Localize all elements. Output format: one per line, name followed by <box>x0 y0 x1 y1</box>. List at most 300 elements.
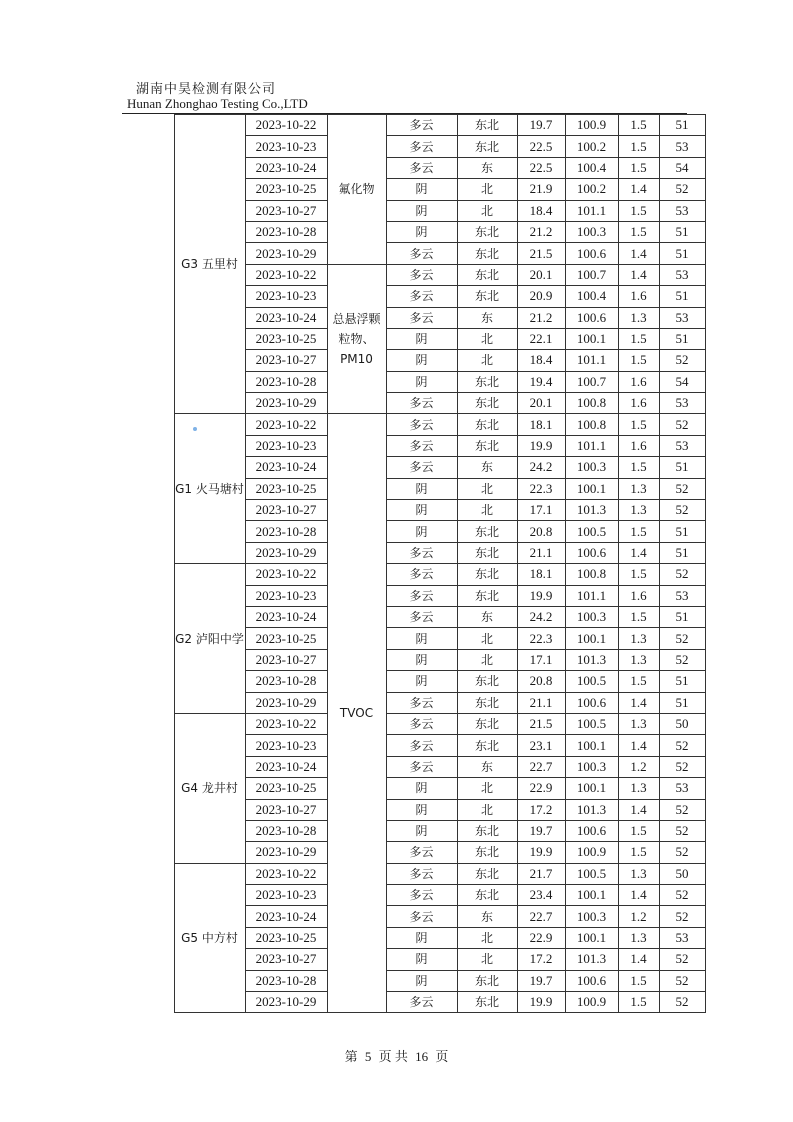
date-cell: 2023-10-25 <box>245 778 327 799</box>
weather-cell: 多云 <box>386 585 457 606</box>
pressure-cell: 100.9 <box>565 992 618 1013</box>
wind-direction-cell: 东北 <box>457 842 517 863</box>
temperature-cell: 17.2 <box>517 949 565 970</box>
wind-speed-cell: 1.3 <box>618 500 659 521</box>
wind-direction-cell: 北 <box>457 927 517 948</box>
humidity-cell: 51 <box>659 243 705 264</box>
company-name-en: Hunan Zhonghao Testing Co.,LTD <box>127 96 308 111</box>
wind-speed-cell: 1.6 <box>618 435 659 456</box>
pressure-cell: 100.3 <box>565 221 618 242</box>
wind-direction-cell: 北 <box>457 628 517 649</box>
weather-cell: 多云 <box>386 286 457 307</box>
weather-cell: 多云 <box>386 713 457 734</box>
weather-cell: 阴 <box>386 778 457 799</box>
table-row <box>122 564 705 585</box>
temperature-cell: 21.1 <box>517 542 565 563</box>
wind-direction-cell: 北 <box>457 328 517 349</box>
wind-direction-cell: 北 <box>457 799 517 820</box>
wind-speed-cell: 1.4 <box>618 264 659 285</box>
date-cell: 2023-10-23 <box>245 286 327 307</box>
weather-cell: 阴 <box>386 179 457 200</box>
date-cell: 2023-10-24 <box>245 906 327 927</box>
date-cell: 2023-10-29 <box>245 842 327 863</box>
temperature-cell: 18.1 <box>517 564 565 585</box>
wind-speed-cell: 1.3 <box>618 927 659 948</box>
pressure-cell: 100.6 <box>565 820 618 841</box>
wind-speed-cell: 1.5 <box>618 414 659 435</box>
weather-cell: 多云 <box>386 243 457 264</box>
humidity-cell: 52 <box>659 414 705 435</box>
wind-direction-cell: 东北 <box>457 221 517 242</box>
wind-direction-cell: 北 <box>457 649 517 670</box>
temperature-cell: 22.5 <box>517 157 565 178</box>
humidity-cell: 51 <box>659 692 705 713</box>
wind-direction-cell: 北 <box>457 179 517 200</box>
wind-direction-cell: 东北 <box>457 115 517 136</box>
footer-prefix: 第 <box>344 1049 358 1064</box>
pressure-cell: 100.6 <box>565 692 618 713</box>
temperature-cell: 22.5 <box>517 136 565 157</box>
wind-direction-cell: 北 <box>457 478 517 499</box>
pressure-cell: 100.4 <box>565 286 618 307</box>
wind-speed-cell: 1.6 <box>618 393 659 414</box>
pressure-cell: 100.3 <box>565 756 618 777</box>
date-cell: 2023-10-23 <box>245 735 327 756</box>
pressure-cell: 100.1 <box>565 885 618 906</box>
site-cell: G1 火马塘村 <box>174 414 245 564</box>
pressure-cell: 100.8 <box>565 564 618 585</box>
humidity-cell: 51 <box>659 221 705 242</box>
weather-cell: 阴 <box>386 328 457 349</box>
monitoring-table <box>122 114 706 1013</box>
weather-cell: 阴 <box>386 350 457 371</box>
wind-direction-cell: 北 <box>457 949 517 970</box>
date-cell: 2023-10-22 <box>245 713 327 734</box>
wind-speed-cell: 1.3 <box>618 628 659 649</box>
pressure-cell: 100.4 <box>565 157 618 178</box>
date-cell: 2023-10-25 <box>245 478 327 499</box>
humidity-cell: 52 <box>659 628 705 649</box>
pressure-cell: 100.5 <box>565 713 618 734</box>
weather-cell: 多云 <box>386 115 457 136</box>
humidity-cell: 52 <box>659 500 705 521</box>
footer-suffix: 页 <box>435 1049 449 1064</box>
date-cell: 2023-10-22 <box>245 414 327 435</box>
table-row <box>122 713 705 734</box>
weather-cell: 多云 <box>386 992 457 1013</box>
temperature-cell: 19.7 <box>517 115 565 136</box>
humidity-cell: 51 <box>659 328 705 349</box>
wind-speed-cell: 1.5 <box>618 970 659 991</box>
item-cell: TVOC <box>327 414 386 1013</box>
pressure-cell: 101.1 <box>565 435 618 456</box>
temperature-cell: 20.8 <box>517 521 565 542</box>
pressure-cell: 100.3 <box>565 906 618 927</box>
temperature-cell: 20.9 <box>517 286 565 307</box>
wind-direction-cell: 东北 <box>457 992 517 1013</box>
temperature-cell: 22.9 <box>517 927 565 948</box>
date-cell: 2023-10-24 <box>245 307 327 328</box>
date-cell: 2023-10-25 <box>245 628 327 649</box>
wind-direction-cell: 东北 <box>457 863 517 884</box>
pressure-cell: 100.5 <box>565 671 618 692</box>
humidity-cell: 53 <box>659 136 705 157</box>
pressure-cell: 100.2 <box>565 136 618 157</box>
wind-speed-cell: 1.4 <box>618 542 659 563</box>
date-cell: 2023-10-28 <box>245 671 327 692</box>
temperature-cell: 19.9 <box>517 992 565 1013</box>
pressure-cell: 100.3 <box>565 457 618 478</box>
wind-direction-cell: 东 <box>457 307 517 328</box>
wind-direction-cell: 东 <box>457 606 517 627</box>
wind-speed-cell: 1.4 <box>618 692 659 713</box>
wind-direction-cell: 东北 <box>457 414 517 435</box>
humidity-cell: 53 <box>659 927 705 948</box>
wind-speed-cell: 1.5 <box>618 671 659 692</box>
date-cell: 2023-10-29 <box>245 992 327 1013</box>
wind-direction-cell: 东 <box>457 756 517 777</box>
weather-cell: 多云 <box>386 692 457 713</box>
footer-total-pages: 16 <box>415 1049 429 1064</box>
temperature-cell: 20.1 <box>517 393 565 414</box>
wind-speed-cell: 1.3 <box>618 713 659 734</box>
pressure-cell: 100.1 <box>565 628 618 649</box>
humidity-cell: 53 <box>659 307 705 328</box>
humidity-cell: 52 <box>659 735 705 756</box>
temperature-cell: 19.7 <box>517 820 565 841</box>
pressure-cell: 100.9 <box>565 842 618 863</box>
wind-direction-cell: 东北 <box>457 820 517 841</box>
temperature-cell: 19.9 <box>517 435 565 456</box>
temperature-cell: 17.1 <box>517 500 565 521</box>
weather-cell: 阴 <box>386 371 457 392</box>
blue-dot-mark <box>193 427 197 431</box>
weather-cell: 阴 <box>386 799 457 820</box>
humidity-cell: 52 <box>659 885 705 906</box>
weather-cell: 多云 <box>386 542 457 563</box>
wind-direction-cell: 东北 <box>457 542 517 563</box>
site-cell: G2 泸阳中学 <box>174 564 245 714</box>
humidity-cell: 53 <box>659 778 705 799</box>
temperature-cell: 22.7 <box>517 756 565 777</box>
temperature-cell: 19.9 <box>517 585 565 606</box>
wind-direction-cell: 东北 <box>457 286 517 307</box>
pressure-cell: 100.6 <box>565 243 618 264</box>
pressure-cell: 101.1 <box>565 585 618 606</box>
pressure-cell: 100.1 <box>565 778 618 799</box>
wind-speed-cell: 1.6 <box>618 371 659 392</box>
date-cell: 2023-10-28 <box>245 521 327 542</box>
pressure-cell: 100.7 <box>565 371 618 392</box>
humidity-cell: 52 <box>659 649 705 670</box>
wind-speed-cell: 1.5 <box>618 820 659 841</box>
wind-direction-cell: 东北 <box>457 521 517 542</box>
date-cell: 2023-10-25 <box>245 179 327 200</box>
date-cell: 2023-10-24 <box>245 606 327 627</box>
wind-speed-cell: 1.5 <box>618 457 659 478</box>
date-cell: 2023-10-24 <box>245 457 327 478</box>
temperature-cell: 21.2 <box>517 221 565 242</box>
page-footer <box>0 1046 793 1065</box>
temperature-cell: 23.4 <box>517 885 565 906</box>
pressure-cell: 100.2 <box>565 179 618 200</box>
humidity-cell: 50 <box>659 863 705 884</box>
date-cell: 2023-10-23 <box>245 885 327 906</box>
date-cell: 2023-10-22 <box>245 564 327 585</box>
wind-speed-cell: 1.5 <box>618 200 659 221</box>
wind-direction-cell: 东北 <box>457 393 517 414</box>
pressure-cell: 100.8 <box>565 414 618 435</box>
weather-cell: 阴 <box>386 500 457 521</box>
wind-direction-cell: 东北 <box>457 136 517 157</box>
humidity-cell: 52 <box>659 179 705 200</box>
wind-speed-cell: 1.5 <box>618 992 659 1013</box>
humidity-cell: 50 <box>659 713 705 734</box>
wind-direction-cell: 东北 <box>457 564 517 585</box>
item-cell: 总悬浮颗粒物、PM10 <box>327 264 386 414</box>
temperature-cell: 22.3 <box>517 628 565 649</box>
wind-speed-cell: 1.4 <box>618 949 659 970</box>
wind-speed-cell: 1.5 <box>618 157 659 178</box>
company-name-cn: 湖南中昊检测有限公司 <box>136 81 277 96</box>
humidity-cell: 52 <box>659 992 705 1013</box>
date-cell: 2023-10-29 <box>245 542 327 563</box>
wind-direction-cell: 北 <box>457 350 517 371</box>
pressure-cell: 100.6 <box>565 307 618 328</box>
date-cell: 2023-10-27 <box>245 350 327 371</box>
pressure-cell: 101.3 <box>565 949 618 970</box>
date-cell: 2023-10-27 <box>245 799 327 820</box>
humidity-cell: 51 <box>659 115 705 136</box>
wind-speed-cell: 1.4 <box>618 735 659 756</box>
temperature-cell: 22.1 <box>517 328 565 349</box>
pressure-cell: 100.6 <box>565 542 618 563</box>
wind-speed-cell: 1.5 <box>618 328 659 349</box>
date-cell: 2023-10-29 <box>245 243 327 264</box>
humidity-cell: 52 <box>659 478 705 499</box>
item-cell: 氟化物 <box>327 115 386 265</box>
date-cell: 2023-10-24 <box>245 157 327 178</box>
humidity-cell: 52 <box>659 756 705 777</box>
weather-cell: 多云 <box>386 906 457 927</box>
wind-speed-cell: 1.5 <box>618 221 659 242</box>
humidity-cell: 51 <box>659 671 705 692</box>
pressure-cell: 101.1 <box>565 350 618 371</box>
humidity-cell: 52 <box>659 842 705 863</box>
date-cell: 2023-10-28 <box>245 820 327 841</box>
temperature-cell: 24.2 <box>517 606 565 627</box>
date-cell: 2023-10-23 <box>245 136 327 157</box>
wind-direction-cell: 北 <box>457 500 517 521</box>
weather-cell: 多云 <box>386 457 457 478</box>
date-cell: 2023-10-22 <box>245 115 327 136</box>
temperature-cell: 22.7 <box>517 906 565 927</box>
wind-speed-cell: 1.5 <box>618 564 659 585</box>
wind-speed-cell: 1.4 <box>618 179 659 200</box>
wind-direction-cell: 东北 <box>457 885 517 906</box>
site-cell: G5 中方村 <box>174 863 245 1013</box>
date-cell: 2023-10-29 <box>245 393 327 414</box>
weather-cell: 阴 <box>386 200 457 221</box>
date-cell: 2023-10-23 <box>245 585 327 606</box>
temperature-cell: 21.5 <box>517 243 565 264</box>
weather-cell: 多云 <box>386 136 457 157</box>
weather-cell: 多云 <box>386 264 457 285</box>
pressure-cell: 100.1 <box>565 735 618 756</box>
wind-direction-cell: 东北 <box>457 735 517 756</box>
wind-speed-cell: 1.6 <box>618 585 659 606</box>
pressure-cell: 100.1 <box>565 328 618 349</box>
wind-speed-cell: 1.5 <box>618 350 659 371</box>
wind-speed-cell: 1.3 <box>618 863 659 884</box>
wind-direction-cell: 北 <box>457 778 517 799</box>
humidity-cell: 52 <box>659 350 705 371</box>
temperature-cell: 20.8 <box>517 671 565 692</box>
wind-direction-cell: 东北 <box>457 671 517 692</box>
temperature-cell: 18.4 <box>517 350 565 371</box>
left-margin-cell <box>122 115 174 1013</box>
temperature-cell: 18.4 <box>517 200 565 221</box>
pressure-cell: 100.5 <box>565 521 618 542</box>
temperature-cell: 22.3 <box>517 478 565 499</box>
pressure-cell: 100.3 <box>565 606 618 627</box>
wind-direction-cell: 东北 <box>457 713 517 734</box>
weather-cell: 阴 <box>386 521 457 542</box>
wind-direction-cell: 北 <box>457 200 517 221</box>
wind-direction-cell: 东北 <box>457 371 517 392</box>
temperature-cell: 19.9 <box>517 842 565 863</box>
humidity-cell: 52 <box>659 949 705 970</box>
wind-speed-cell: 1.3 <box>618 649 659 670</box>
date-cell: 2023-10-22 <box>245 863 327 884</box>
pressure-cell: 100.1 <box>565 927 618 948</box>
temperature-cell: 21.2 <box>517 307 565 328</box>
humidity-cell: 52 <box>659 906 705 927</box>
date-cell: 2023-10-22 <box>245 264 327 285</box>
temperature-cell: 21.5 <box>517 713 565 734</box>
temperature-cell: 24.2 <box>517 457 565 478</box>
weather-cell: 阴 <box>386 649 457 670</box>
table-row <box>122 414 705 435</box>
humidity-cell: 53 <box>659 435 705 456</box>
temperature-cell: 22.9 <box>517 778 565 799</box>
wind-speed-cell: 1.4 <box>618 885 659 906</box>
humidity-cell: 54 <box>659 371 705 392</box>
wind-speed-cell: 1.4 <box>618 243 659 264</box>
weather-cell: 阴 <box>386 221 457 242</box>
wind-speed-cell: 1.2 <box>618 906 659 927</box>
temperature-cell: 20.1 <box>517 264 565 285</box>
humidity-cell: 53 <box>659 393 705 414</box>
pressure-cell: 100.8 <box>565 393 618 414</box>
temperature-cell: 19.4 <box>517 371 565 392</box>
humidity-cell: 52 <box>659 970 705 991</box>
pressure-cell: 100.9 <box>565 115 618 136</box>
weather-cell: 阴 <box>386 927 457 948</box>
date-cell: 2023-10-28 <box>245 970 327 991</box>
pressure-cell: 101.3 <box>565 649 618 670</box>
wind-speed-cell: 1.5 <box>618 606 659 627</box>
wind-speed-cell: 1.5 <box>618 136 659 157</box>
date-cell: 2023-10-27 <box>245 200 327 221</box>
temperature-cell: 21.1 <box>517 692 565 713</box>
date-cell: 2023-10-27 <box>245 649 327 670</box>
weather-cell: 多云 <box>386 564 457 585</box>
weather-cell: 多云 <box>386 885 457 906</box>
wind-speed-cell: 1.5 <box>618 842 659 863</box>
date-cell: 2023-10-28 <box>245 371 327 392</box>
wind-speed-cell: 1.5 <box>618 521 659 542</box>
weather-cell: 阴 <box>386 970 457 991</box>
wind-direction-cell: 东 <box>457 906 517 927</box>
wind-speed-cell: 1.3 <box>618 478 659 499</box>
weather-cell: 多云 <box>386 435 457 456</box>
site-cell: G3 五里村 <box>174 115 245 414</box>
pressure-cell: 100.6 <box>565 970 618 991</box>
wind-speed-cell: 1.2 <box>618 756 659 777</box>
wind-speed-cell: 1.6 <box>618 286 659 307</box>
weather-cell: 多云 <box>386 414 457 435</box>
temperature-cell: 17.1 <box>517 649 565 670</box>
weather-cell: 阴 <box>386 478 457 499</box>
weather-cell: 多云 <box>386 756 457 777</box>
weather-cell: 阴 <box>386 820 457 841</box>
temperature-cell: 18.1 <box>517 414 565 435</box>
pressure-cell: 101.1 <box>565 200 618 221</box>
wind-direction-cell: 东北 <box>457 264 517 285</box>
date-cell: 2023-10-25 <box>245 927 327 948</box>
wind-direction-cell: 东北 <box>457 435 517 456</box>
wind-speed-cell: 1.3 <box>618 307 659 328</box>
site-cell: G4 龙井村 <box>174 713 245 863</box>
wind-direction-cell: 东北 <box>457 585 517 606</box>
temperature-cell: 21.9 <box>517 179 565 200</box>
humidity-cell: 52 <box>659 564 705 585</box>
table-row <box>122 863 705 884</box>
pressure-cell: 100.7 <box>565 264 618 285</box>
table-row <box>122 115 705 136</box>
wind-speed-cell: 1.4 <box>618 799 659 820</box>
humidity-cell: 52 <box>659 799 705 820</box>
humidity-cell: 53 <box>659 264 705 285</box>
weather-cell: 阴 <box>386 949 457 970</box>
date-cell: 2023-10-29 <box>245 692 327 713</box>
wind-direction-cell: 东北 <box>457 970 517 991</box>
pressure-cell: 101.3 <box>565 799 618 820</box>
wind-direction-cell: 东北 <box>457 692 517 713</box>
pressure-cell: 101.3 <box>565 500 618 521</box>
weather-cell: 多云 <box>386 606 457 627</box>
wind-speed-cell: 1.3 <box>618 778 659 799</box>
wind-direction-cell: 东 <box>457 157 517 178</box>
humidity-cell: 53 <box>659 200 705 221</box>
date-cell: 2023-10-28 <box>245 221 327 242</box>
weather-cell: 多云 <box>386 863 457 884</box>
date-cell: 2023-10-27 <box>245 949 327 970</box>
weather-cell: 多云 <box>386 842 457 863</box>
wind-speed-cell: 1.5 <box>618 115 659 136</box>
weather-cell: 阴 <box>386 628 457 649</box>
wind-direction-cell: 东 <box>457 457 517 478</box>
humidity-cell: 52 <box>659 820 705 841</box>
weather-cell: 多云 <box>386 307 457 328</box>
footer-middle: 页 共 <box>378 1049 408 1064</box>
temperature-cell: 21.7 <box>517 863 565 884</box>
pressure-cell: 100.5 <box>565 863 618 884</box>
humidity-cell: 51 <box>659 521 705 542</box>
humidity-cell: 51 <box>659 457 705 478</box>
humidity-cell: 53 <box>659 585 705 606</box>
